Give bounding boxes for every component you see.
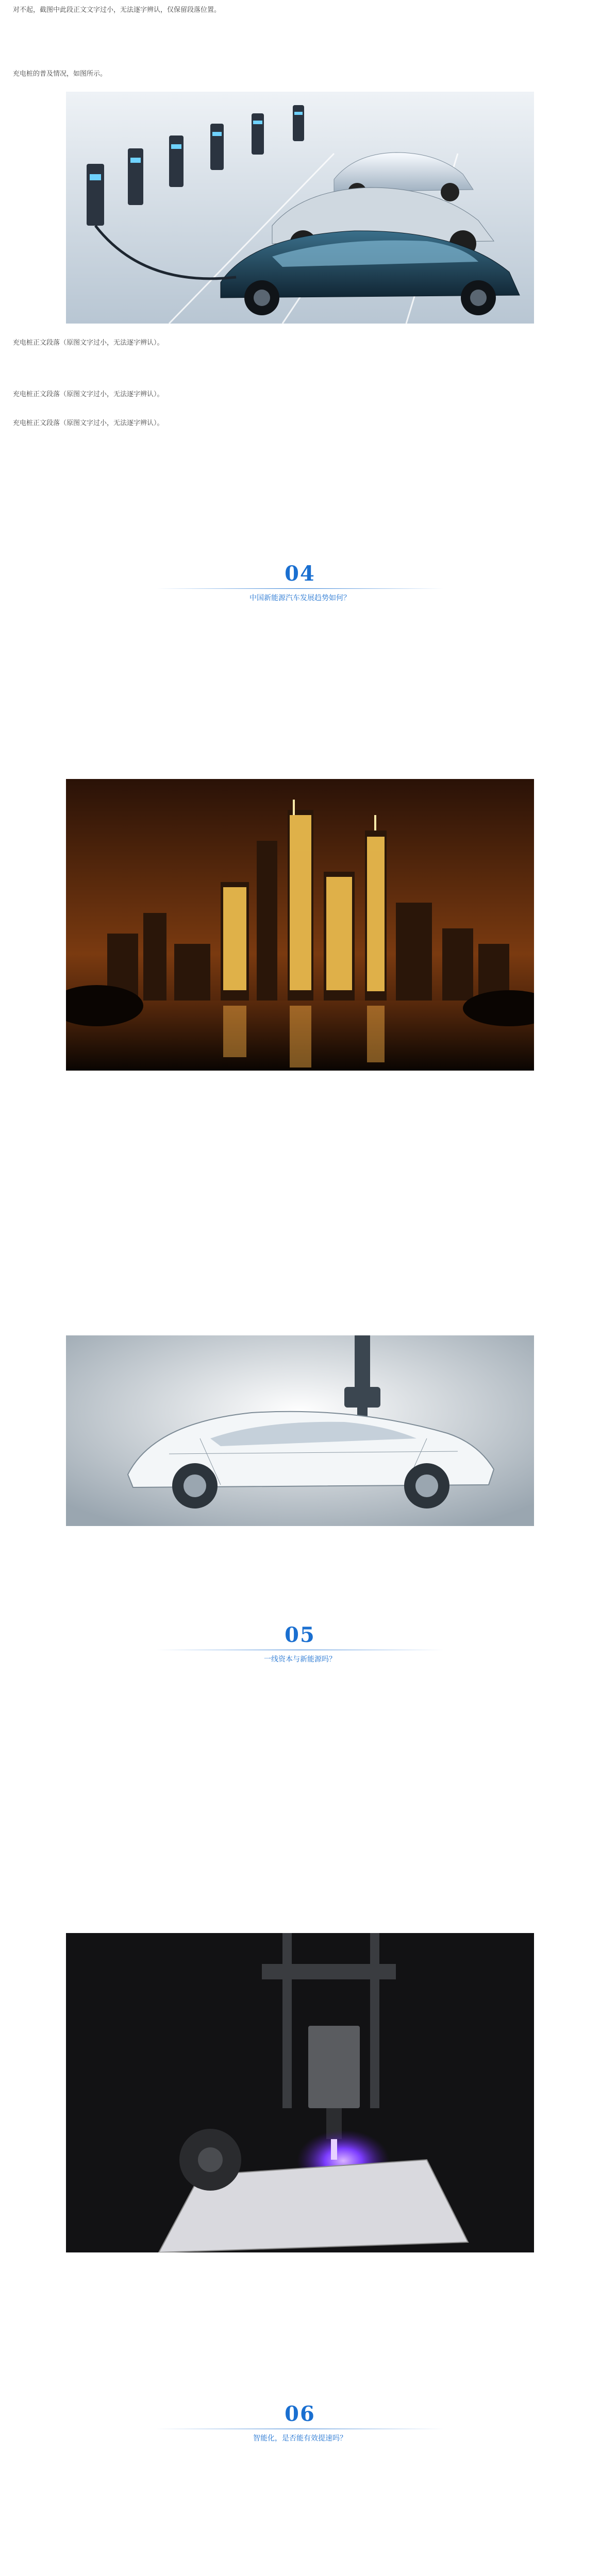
- section-05-paragraph-3: [13, 1735, 588, 1758]
- section-04-paragraph-11: [13, 1185, 588, 1230]
- section-05-header: [0, 1624, 600, 1665]
- city-skyline-illustration: [66, 779, 534, 1071]
- section-04-paragraph-1: [13, 616, 588, 628]
- 3d-printer-image: [66, 1933, 534, 2252]
- section-05-paragraph-8: [13, 1884, 588, 1906]
- 3d-printer-illustration: [66, 1933, 534, 2252]
- section-04-paragraph-12: [13, 1235, 588, 1269]
- section-05-paragraph-5: [13, 1800, 588, 1823]
- section-title: 一线资本与新能源吗？: [264, 1655, 336, 1663]
- section-04-paragraph-4: [13, 701, 588, 737]
- body-paragraph-2: 充电桩正文段落（原图文字过小，无法逐字辨认）。: [13, 390, 164, 398]
- section-number: 05: [285, 1623, 315, 1647]
- section-04-paragraph-9: [13, 1142, 588, 1164]
- ev-charging-station-image: [66, 92, 534, 324]
- section-05-paragraph-2: [13, 1696, 588, 1730]
- section-05-paragraph-11: [13, 2313, 588, 2336]
- robot-arm-illustration: [66, 1335, 534, 1526]
- section-number: 06: [285, 2402, 315, 2426]
- section-04-paragraph-2: [13, 634, 588, 656]
- section-04-paragraph-14: [13, 1304, 588, 1327]
- section-04-header: [0, 563, 600, 603]
- ev-charging-illustration: [66, 92, 534, 324]
- section-04-paragraph-13: [13, 1276, 588, 1298]
- section-06-paragraph-4: [13, 2550, 588, 2576]
- section-05-paragraph-6: [13, 1828, 588, 1851]
- section-number: 04: [285, 562, 315, 586]
- section-04-paragraph-7: [13, 1110, 588, 1121]
- section-06-header: [0, 2403, 600, 2444]
- section-04-paragraph-6: [13, 1081, 588, 1104]
- section-04-paragraph-8: [13, 1126, 588, 1138]
- section-05-paragraph-4: [13, 1762, 588, 1796]
- intro-caption: 充电桩的普及情况，如图所示。: [13, 70, 107, 77]
- robot-arm-car-image: [66, 1335, 534, 1526]
- section-05-paragraph-12: [13, 2349, 588, 2361]
- section-04-paragraph-5: [13, 742, 588, 765]
- section-04-paragraph-3: [13, 669, 588, 691]
- section-05-paragraph-1: [13, 1680, 588, 1691]
- section-title: 中国新能源汽车发展趋势如何？: [249, 594, 351, 602]
- section-05-paragraph-10: [13, 2263, 588, 2308]
- body-paragraph-3: 充电桩正文段落（原图文字过小，无法逐字辨认）。: [13, 419, 164, 427]
- section-05-paragraph-13: [13, 2366, 588, 2377]
- section-title: 智能化，是否能有效提速吗？: [253, 2434, 347, 2442]
- section-divider: [156, 588, 444, 589]
- body-paragraph-1: 充电桩正文段落（原图文字过小，无法逐字辨认）。: [13, 338, 164, 346]
- section-04-paragraph-10: [13, 1170, 588, 1181]
- intro-paragraph: 对不起，截图中此段正文文字过小，无法逐字辨认，仅保留段落位置。: [13, 6, 221, 13]
- city-night-skyline-image: [66, 779, 534, 1071]
- section-06-paragraph-3: [13, 2522, 588, 2545]
- section-05-paragraph-7: [13, 1856, 588, 1878]
- section-04-paragraph-16: [13, 1578, 588, 1612]
- section-06-paragraph-2: [13, 2473, 588, 2518]
- section-06-paragraph-1: [13, 2458, 588, 2469]
- section-05-paragraph-9: [13, 1911, 588, 1923]
- section-04-paragraph-15: [13, 1538, 588, 1572]
